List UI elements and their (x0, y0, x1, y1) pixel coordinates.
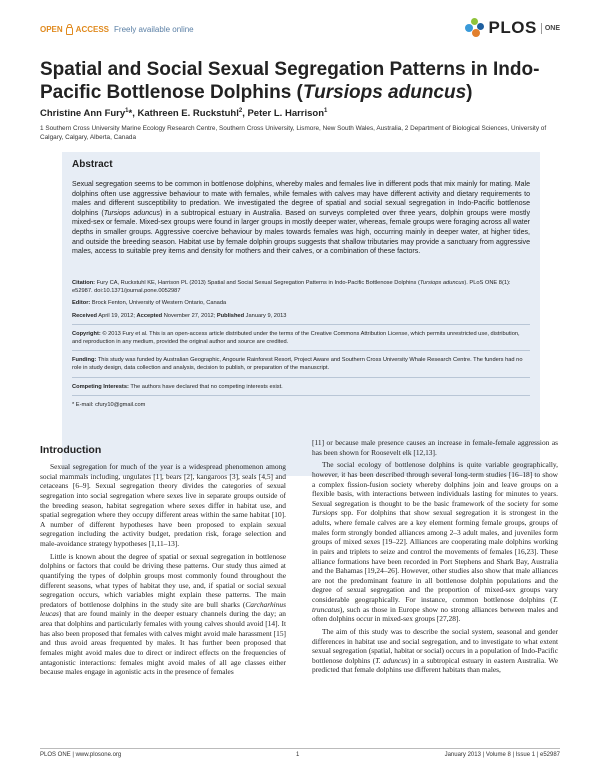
copyright: Copyright: © 2013 Fury et al. This is an open-access article distributed under the terms of the Creative Commons Attribution License, which permits unrestricted use, distribution, and reproduction in any medium, provided the original author and source are credited. (72, 330, 520, 346)
divider (72, 350, 530, 351)
article-metadata (72, 279, 530, 413)
section-heading-introduction: Introduction (40, 444, 102, 456)
dates: Received April 19, 2012; Accepted November 27, 2012; Published January 9, 2013 (72, 312, 287, 319)
competing-interests: Competing Interests: The authors have declared that no competing interests exist. (72, 383, 283, 390)
divider (72, 324, 530, 325)
article-title: Spatial and Social Sexual Segregation Patterns in Indo-Pacific Bottlenose Dolphins (Tursiops aduncus) (40, 59, 540, 103)
issue-info: January 2013 | Volume 8 | Issue 1 | e52987 (444, 752, 560, 758)
paragraph: The aim of this study was to describe the social system, seasonal and gender differences in habitat use and social segregation, and to investigate to what extent sexual segregation (spatial, habitat or social) occurs in a population of Indo-Pacific bottlenose dolphins (T. aduncus) in a subtropical estuary in eastern Australia. We predicted that female dolphins use different habitats than males, (312, 626, 558, 675)
paragraph: The social ecology of bottlenose dolphins is quite variable geographically, however, it has been described through several long-term studies [16–18] to show a complex fission-fusion society whereby dolphins join and leave groups on a flexible basis, with interactions between individuals lasting for minutes to years. Sexual segregation is thought to be the basic framework of the society for some Tursiops spp. For dolphins that show sexual segregation it is strongest in the adults, where female calves are a key element forming female groups, groups of males form strongly bonded alliances among 2–3 adult males, and juveniles form groups of mixed sexes [19–22]. Alliances are cooperating male dolphins working in pairs and triplets to seize and control the movements of females [16,23]. These alliance formations have been recorded in Port Stephens and Shark Bay, Australia and the Bahamas [19,24–26]. However, other studies also show that male alliances are not the predominant feature in all bottlenose dolphin populations and the degree of sexual segregation and the proportion of mixed-sex groups vary considerable geographically. For instance, common bottlenose dolphins (T. truncatus), such as those in Europe show no strong alliances between males and often dolphins occur in mixed-sex groups [27,28]. (312, 460, 558, 624)
plos-one-label: ONE (541, 23, 560, 34)
plos-mark-icon (465, 18, 485, 38)
affiliations: 1 Southern Cross University Marine Ecology Research Centre, Southern Cross University, Lismore, New South Wales, Australia, 2 Department of Biological Sciences, University of Calgary, Calgary, Alberta, Canada (40, 125, 547, 141)
open-access-label-2: ACCESS (75, 25, 110, 34)
journal-footer: PLOS ONE | www.plosone.org (40, 752, 122, 758)
open-lock-icon (66, 27, 73, 35)
citation: Citation: Fury CA, Ruckstuhl KE, Harrison PL (2013) Spatial and Social Sexual Segregation Patterns in Indo-Pacific Bottlenose Dolphins (Tursiops aduncus). PLoS ONE 8(1): e52987. doi:10.1371/journal.pone.0052987 (72, 280, 511, 295)
author-name: Christine Ann Fury (40, 108, 126, 120)
abstract-box (62, 152, 540, 476)
email-link[interactable]: * E-mail: cfury10@gmail.com (72, 401, 146, 408)
abstract-text: Sexual segregation seems to be common in bottlenose dolphins, whereby males and females live in different pods that mix mainly for mating. Male dolphins often use aggressive behaviour to mate with females, while females with calves may have different activity and dietary requirements to males and different susceptibility to predation. We investigated the degree of spatial and social sexual segregation in Indo-Pacific bottlenose dolphins (Tursiops aduncus) in a subtropical estuary in Australia. Based on surveys completed over three years, dolphin groups were mostly mixed-sex or female. Mixed-sex groups were found in larger groups in mostly deeper water, whereas, female groups were foraging across all water depths in smaller groups. Aggressive coercive behaviour by males towards females was high, occurring mainly in deeper water, at higher tides, and outside the breeding season. Habitat use by female dolphin groups suggests that shallow tributaries may provide a sanctuary from aggressive males, access to suitable prey items and density for mothers and their calves, or a combination of these factors. (72, 181, 530, 256)
open-access-label: OPEN (40, 25, 63, 34)
editor: Editor: Brock Fenton, University of Western Ontario, Canada (72, 300, 227, 307)
page-footer (40, 748, 560, 760)
body-column-left (40, 462, 286, 680)
open-access-badge (40, 25, 194, 34)
journal-header (40, 18, 560, 48)
freely-available-label: Freely available online (114, 25, 194, 34)
abstract-heading: Abstract (72, 159, 113, 170)
plos-logo (465, 18, 560, 38)
paragraph: Sexual segregation for much of the year is a widespread phenomenon among social mammals including, ungulates [1], bears [2], kangaroos [3], seals [4,5] and cetaceans [6–9]. Sexual segregation theory divides the categories of sexual segregation into social segregation where sexes live in separate groups outside of the breeding season, habitat segregation where sexes differ in habitat use, and spatial segregation where they occupy different areas within the same habitat [10]. A number of different hypotheses have been proposed to explain sexual segregation including the activity budget, predation risk, forage selection and male-avoidance strategy hypotheses [1,11–13]. (40, 462, 286, 548)
page-number: 1 (296, 752, 300, 758)
plos-wordmark: PLOS (488, 18, 537, 37)
author-name: Kathreen E. Ruckstuhl (137, 108, 239, 120)
author-list: Christine Ann Fury$^1$*, Kathreen E. Ruckstuhl$^2$, Peter L. Harrison$^1$ (40, 108, 328, 120)
author-name: Peter L. Harrison (247, 108, 325, 120)
funding: Funding: This study was funded by Australian Geographic, Angourie Rainforest Resort, Project Aware and Southern Cross University Whale Research Centre. The funders had no role in study design, data collection and analysis, decision to publish, or preparation of the manuscript. (72, 357, 523, 372)
divider (72, 395, 530, 396)
paragraph: [11] or because male presence causes an increase in female-female aggression as has been shown for Roosevelt elk [12,13]. (312, 438, 558, 457)
body-column-right (312, 438, 558, 678)
paragraph: Little is known about the degree of spatial or sexual segregation in bottlenose dolphins or factors that could be driving these patterns. Our study thus aimed at quantifying the types of dolphin groups most commonly found throughout the different seasons, what types of habitat they use, and, if spatial or social sexual segregation occurs, which variables might explain these patterns. The main predators of bottlenose dolphins in the study site are bull sharks (Carcharhinus leucas) that are found mainly in the deeper estuary channels during the day; an area that dolphins and particularly females with young calves should avoid [14]. It has also been proposed that females with calves might avoid male harassment [15] and thus avoid areas frequented by males. It has further been proposed that females might avoid males due to direct or indirect effects on the frequencies of antagonistic interactions: females might avoid males of all age classes either because males engage in agonistic acts in the presence of females (40, 551, 286, 677)
divider (72, 377, 530, 378)
